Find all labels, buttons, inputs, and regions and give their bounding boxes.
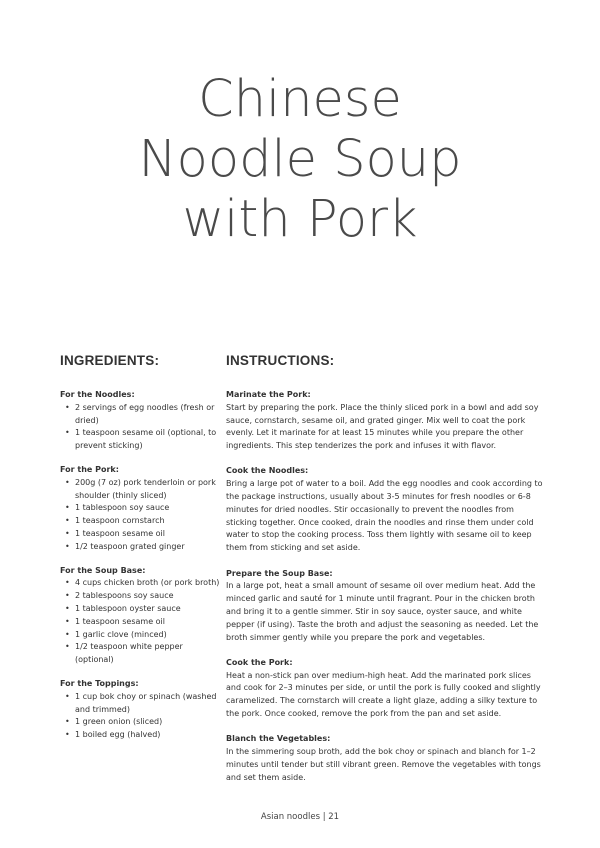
ingredient-item: • 1 tablespoon soy sauce xyxy=(60,502,220,515)
step-text: Heat a non-stick pan over medium-high heat. Add the marinated pork slices and cook for 2–3 minutes per side, or until the pork is fully cooked and slightly caramelized. The cornstarch will create a light glaze, adding a silky texture to the pork. Once cooked, remove the pork from the pan and set aside. xyxy=(226,670,541,719)
instructions-column xyxy=(226,352,544,797)
ingredient-list xyxy=(60,577,220,667)
ingredient-group-noodles xyxy=(60,389,220,453)
page-title xyxy=(0,70,600,250)
ingredient-list xyxy=(60,691,220,742)
ingredient-item: • 1 garlic clove (minced) xyxy=(60,629,220,642)
instruction-step-soup-base xyxy=(226,568,544,645)
ingredient-group-soup-base xyxy=(60,565,220,667)
step-title: Cook the Noodles: xyxy=(226,466,309,476)
ingredient-item: • 200g (7 oz) pork tenderloin or pork shoulder (thinly sliced) xyxy=(60,477,220,503)
title-line-3: with Pork xyxy=(182,190,418,249)
ingredient-item: • 1 cup bok choy or spinach (washed and trimmed) xyxy=(60,691,220,717)
page-footer: Asian noodles | 21 xyxy=(260,812,340,822)
step-title: Marinate the Pork: xyxy=(226,390,311,399)
ingredient-item: • 2 tablespoons soy sauce xyxy=(60,590,220,603)
step-text: Bring a large pot of water to a boil. Add the egg noodles and cook according to the package instructions, usually about 3-5 minutes for fresh noodles or 6-8 minutes for dried noodles. Stir occasionally to prevent the noodles from sticking together. Once cooked, drain the noodles and rinse them under cold water to stop the cooking process. Toss them lightly with sesame oil to keep them from sticking and set aside. xyxy=(226,479,543,553)
ingredient-list xyxy=(60,402,220,453)
ingredient-item: • 1/2 teaspoon grated ginger xyxy=(60,541,220,554)
ingredient-item: • 1 teaspoon cornstarch xyxy=(60,515,220,528)
instruction-step-pork xyxy=(226,657,544,721)
ingredient-item: • 1 teaspoon sesame oil (optional, to prevent sticking) xyxy=(60,427,220,453)
step-text: In a large pot, heat a small amount of sesame oil over medium heat. Add the minced garlic and sauté for 1 minute until fragrant. Pour in the chicken broth and bring it to a gentle simmer. Stir in soy sauce, oyster sauce, and white pepper (if using). Taste the broth and adjust the seasoning as needed. Let the broth simmer gently while you prepare the pork and vegetables. xyxy=(226,581,539,642)
ingredient-group-title: For the Soup Base: xyxy=(60,565,146,575)
instructions-heading: INSTRUCTIONS: xyxy=(226,353,335,368)
ingredient-item: • 1 teaspoon sesame oil xyxy=(60,616,220,629)
ingredient-item: • 1 tablespoon oyster sauce xyxy=(60,603,220,616)
ingredient-group-title: For the Toppings: xyxy=(60,678,139,688)
step-title: Blanch the Vegetables: xyxy=(226,734,331,744)
ingredient-item: • 4 cups chicken broth (or pork broth) xyxy=(60,577,220,590)
step-title: Cook the Pork: xyxy=(226,657,293,667)
ingredient-item: • 1/2 teaspoon white pepper (optional) xyxy=(60,641,220,667)
ingredient-group-pork xyxy=(60,464,220,554)
ingredient-item: • 1 teaspoon sesame oil xyxy=(60,528,220,541)
ingredient-group-title: For the Pork: xyxy=(60,464,119,474)
ingredient-list xyxy=(60,477,220,554)
instruction-step-noodles xyxy=(226,465,544,555)
ingredient-item: • 1 boiled egg (halved) xyxy=(60,729,220,742)
ingredient-item: • 2 servings of egg noodles (fresh or dried) xyxy=(60,402,220,428)
step-title: Prepare the Soup Base: xyxy=(226,568,333,578)
title-line-1: Chinese xyxy=(198,70,402,129)
ingredients-column xyxy=(60,352,220,753)
ingredient-group-title: For the Noodles: xyxy=(60,390,135,399)
ingredient-group-toppings xyxy=(60,678,220,742)
title-line-2: Noodle Soup xyxy=(138,130,462,189)
instruction-step-vegetables xyxy=(226,733,544,784)
step-text: In the simmering soup broth, add the bok choy or spinach and blanch for 1–2 minutes until tender but still vibrant green. Remove the vegetables with tongs and set them aside. xyxy=(226,747,541,782)
instruction-step-marinate xyxy=(226,389,544,453)
ingredient-item: • 1 green onion (sliced) xyxy=(60,716,220,729)
step-text: Start by preparing the pork. Place the thinly sliced pork in a bowl and add soy sauce, cornstarch, sesame oil, and grated ginger. Mix well to coat the pork evenly. Let it marinate for at least 15 minutes while you prepare the other ingredients. This step tenderizes the pork and infuses it with flavor. xyxy=(226,402,539,451)
ingredients-heading: INGREDIENTS: xyxy=(60,353,160,368)
